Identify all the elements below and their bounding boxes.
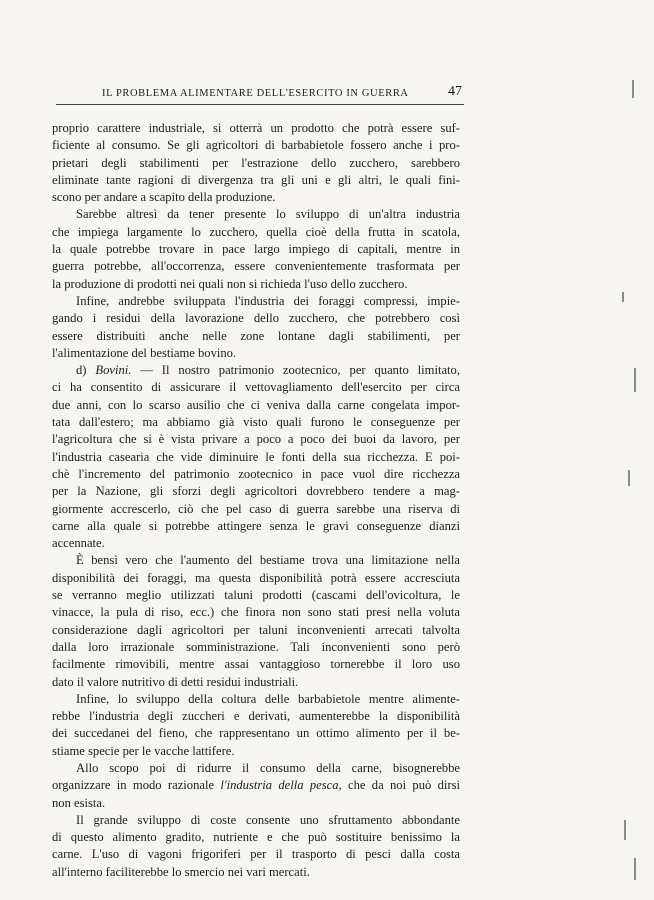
- text-line: all'interno faciliterebbe lo smercio nei vari mercati.: [52, 864, 310, 879]
- text-line: considerazione dagli agricoltori per taluni inconvenienti arrecati talvolta: [52, 622, 460, 637]
- text-line: Infine, lo sviluppo della coltura delle barbabietole mentre alimente-: [76, 691, 460, 706]
- text-line: disponibilità dei foraggi, ma questa disponibilità potrà essere accresciuta: [52, 570, 460, 585]
- text-line: l'agricoltura che si è vista privare a poco a poco dei buoi da lavoro, per: [52, 432, 460, 447]
- page-number: 47: [448, 84, 462, 99]
- scan-mark: [622, 292, 624, 302]
- text-line: rebbe l'industria degli zuccheri e derivati, aumenterebbe la disponibilità: [52, 709, 460, 724]
- section-line-text: — Il nostro patrimonio zootecnico, per quanto limitato,: [131, 363, 460, 378]
- italic-phrase: l'industria della pesca,: [220, 778, 342, 793]
- text-line: dalla loro irrazionale somministrazione. Tali inconvenienti sono però: [52, 639, 460, 654]
- body-text: [52, 120, 460, 881]
- text-line: la quale potrebbe trovare in pace largo impiego di capitali, mentre in: [52, 242, 460, 257]
- line-part: che da noi può dirsi: [341, 778, 461, 793]
- page-header: [102, 84, 462, 102]
- text-line: gando i residui della lavorazione dello zucchero, che potrebbero così: [52, 311, 460, 326]
- scan-mark: [634, 368, 636, 392]
- text-line: accennate.: [52, 536, 105, 551]
- text-line: È bensì vero che l'aumento del bestiame trova una limitazione nella: [76, 553, 460, 568]
- text-line: carne alla quale si potrebbe attingere senza le gravi conseguenze dianzi: [52, 518, 460, 533]
- text-line: stiame specie per le vacche lattifere.: [52, 743, 235, 758]
- text-line: non esista.: [52, 795, 106, 810]
- text-line: se verranno meglio utilizzati taluni prodotti (cascami dell'ovicoltura, le: [52, 588, 460, 603]
- text-line-with-italic: [52, 777, 460, 794]
- text-line: dei succedanei del fieno, che rappresentano un ottimo alimento per il be-: [52, 726, 460, 741]
- running-head: IL PROBLEMA ALIMENTARE DELL'ESERCITO IN GUERRA: [102, 88, 409, 99]
- header-rule: [56, 104, 464, 105]
- text-line: facilmente rimovibili, mentre assai vantaggioso tornerebbe il loro uso: [52, 657, 460, 672]
- text-line: vinacce, la pula di riso, ecc.) che finora non sono stati presi nella voluta: [52, 605, 460, 620]
- text-line: ci ha consentito di assicurare il vettovagliamento dell'esercito per circa: [52, 380, 460, 395]
- line-part: organizzare in modo razionale: [52, 778, 221, 793]
- scan-mark: [632, 80, 634, 98]
- text-line: eliminate tante ragioni di divergenza tra gli uni e gli altri, le quali fini-: [52, 172, 460, 187]
- text-line: proprio carattere industriale, si otterrà un prodotto che potrà essere suf-: [52, 121, 460, 135]
- scan-mark: [628, 470, 630, 486]
- text-line: carne. L'uso di vagoni frigoriferi per il trasporto di pesci dalla costa: [52, 847, 460, 862]
- section-title: Bovini.: [95, 363, 132, 378]
- text-line: chè l'incremento del patrimonio zootecnico in pace vuol dire ricchezza: [52, 466, 460, 481]
- text-line: Il grande sviluppo di coste consente uno sfruttamento abbondante: [76, 812, 460, 827]
- text-line: di questo alimento gradito, nutriente e che può sostituire benissimo la: [52, 830, 460, 845]
- text-line: essere distribuiti anche nelle zone lontane dagli stabilimenti, per: [52, 328, 460, 343]
- text-line: tata dall'estero; ma abbiamo già visto quali furono le conseguenze per: [52, 415, 460, 430]
- text-line: Allo scopo poi di ridurre il consumo della carne, bisognerebbe: [76, 760, 460, 775]
- section-heading-line: [52, 362, 460, 379]
- section-letter: d): [76, 363, 96, 378]
- scan-mark: [624, 820, 626, 840]
- text-line: che impiega largamente lo zucchero, quella cioè della frutta in scatola,: [52, 224, 460, 239]
- text-line: l'alimentazione del bestiame bovino.: [52, 345, 237, 360]
- text-line: Sarebbe altresì da tener presente lo sviluppo di un'altra industria: [76, 207, 460, 222]
- text-line: Infine, andrebbe sviluppata l'industria dei foraggi compressi, impie-: [76, 293, 460, 308]
- text-line: la produzione di prodotti nei quali non si richieda l'uso dello zucchero.: [52, 276, 408, 291]
- text-line: prietari degli stabilimenti per l'estrazione dello zucchero, sarebbero: [52, 155, 460, 170]
- scan-mark: [634, 858, 636, 880]
- text-line: scono per andare a scapito della produzione.: [52, 190, 276, 205]
- text-line: l'industria casearia che vide diminuire le fonti della sua ricchezza. E poi-: [52, 449, 460, 464]
- text-line: dato il valore nutritivo di detti residui industriali.: [52, 674, 299, 689]
- text-line: giormente accrescerlo, ciò che pel caso di guerra sarebbe una riserva di: [52, 501, 460, 516]
- text-line: guerra potrebbe, all'occorrenza, essere convenientemente trasformata per: [52, 259, 460, 274]
- text-line: due anni, con lo scarso ausilio che ci veniva dalla carne congelata impor-: [52, 397, 460, 412]
- text-line: per la Nazione, gli sforzi degli agricoltori dovrebbero tendere a mag-: [52, 484, 460, 499]
- text-line: ficiente al consumo. Se gli agricoltori di barbabietole fossero anche i pro-: [52, 138, 460, 153]
